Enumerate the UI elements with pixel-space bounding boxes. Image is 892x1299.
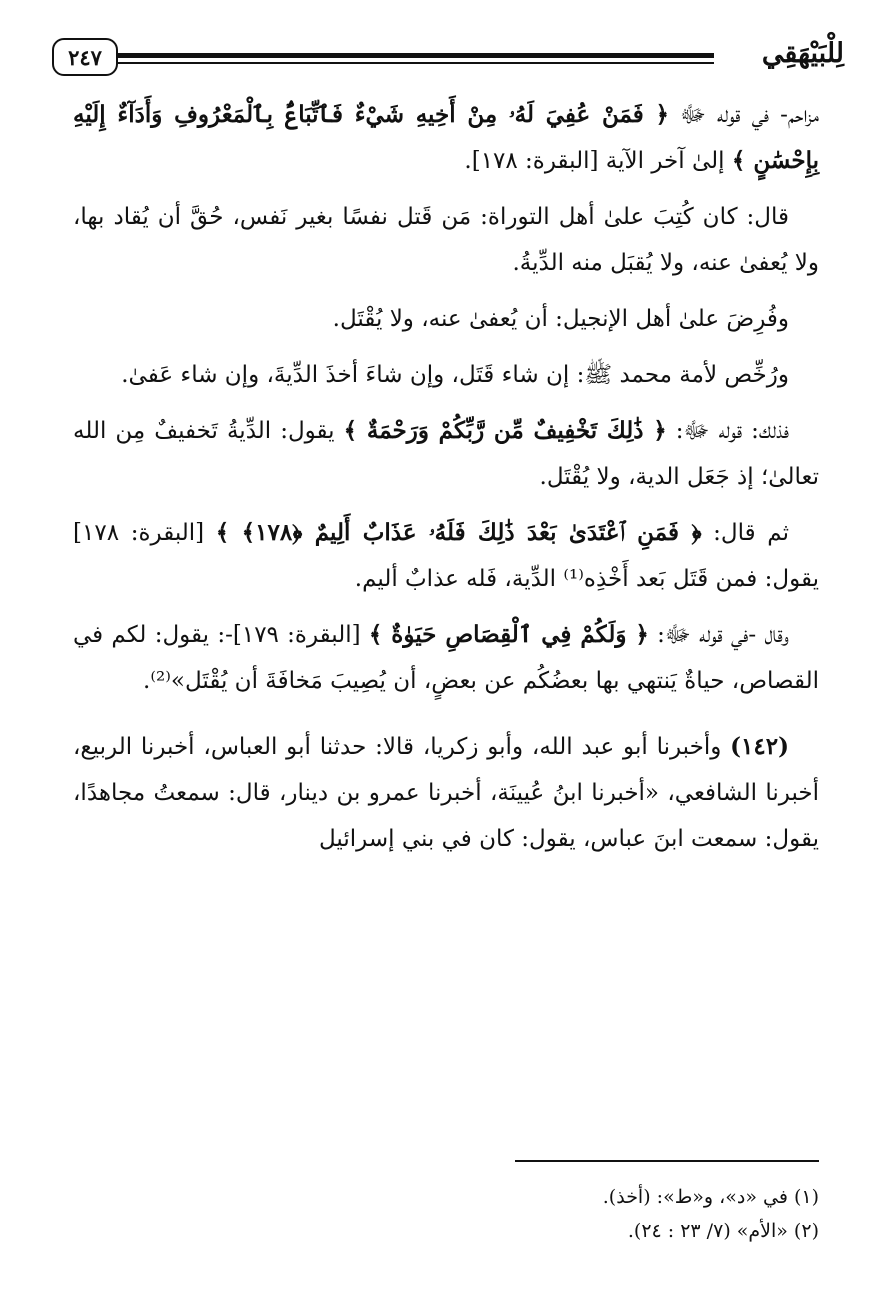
text-segment: [البقرة: ١٧٨] يقول: فمن قَتَل بَعد أَخْذِه⁽¹⁾ الدِّية، فَله عذابٌ أليم.: [73, 520, 819, 592]
text-segment: وأخبرنا أبو عبد الله، وأبو زكريا، قالا: حدثنا أبو العباس، أخبرنا الربيع، أخبرنا الشافعي، «أخبرنا ابنُ عُيينَة، أخبرنا عمرو بن دينار، قال: سمعتُ مجاهدًا، يقول: سمعت ابنَ عباس، يقول: كان في بني إسرائيل: [73, 734, 819, 852]
page-header: [52, 38, 844, 82]
hadith-number: (١٤٢): [730, 733, 789, 760]
paragraph: [73, 612, 819, 704]
quran-verse: ﴿ ذَٰلِكَ تَخْفِيفٌ مِّن رَّبِّكُمْ وَرَحْمَةٌ ﴾: [343, 417, 667, 444]
paragraph: [73, 92, 819, 184]
text-segment: ثم قال:: [701, 520, 790, 546]
quran-verse: ﴿ وَلَكُمْ فِي ٱلْقِصَاصِ حَيَوٰةٌ ﴾: [368, 621, 649, 648]
footnote: (١) في «د»، و«ط»: (أخذ).: [602, 1186, 819, 1208]
page-number: ٢٤٧: [52, 38, 118, 76]
header-rule-thin: [118, 62, 714, 64]
header-rule-thick: [118, 53, 714, 58]
paragraph: [73, 510, 819, 602]
paragraph: [73, 296, 819, 342]
text-segment: مزاحم- في قوله ﷻ: [668, 102, 819, 128]
quran-verse: ﴿ فَمَنِ ٱعْتَدَىٰ بَعْدَ ذَٰلِكَ فَلَهُۥ عَذَابٌ أَلِيمٌ ﴿١٧٨﴾ ﴾: [215, 519, 702, 546]
text-segment: وفُرِضَ علىٰ أهل الإنجيل: أن يُعفىٰ عنه، ولا يُقْتَل.: [332, 306, 789, 332]
footnotes: [300, 1180, 819, 1248]
text-segment: فذلك: قوله ﷻ:: [666, 418, 789, 444]
text-segment: يقول: الدِّيةُ تَخفيفٌ مِن الله تعالىٰ؛ إذ جَعَل الدية، ولا يُقْتَل.: [73, 418, 819, 490]
running-title: لِلْبَيْهَقِي: [761, 38, 844, 69]
footnote-separator: [515, 1160, 819, 1162]
footnote: (٢) «الأم» (٧/ ٢٣ : ٢٤).: [627, 1220, 819, 1242]
paragraph: [73, 194, 819, 286]
paragraph: [73, 408, 819, 500]
paragraph: [73, 352, 819, 398]
text-segment: إلىٰ آخر الآية [البقرة: ١٧٨].: [464, 148, 732, 174]
text-segment: ورُخِّص لأمة محمد ﷺ: إن شاء قَتَل، وإن شاءَ أخذَ الدِّيةَ، وإن شاء عَفىٰ.: [121, 362, 789, 388]
text-segment: وقال -في قوله ﷻ:: [648, 622, 789, 648]
main-text: [73, 92, 819, 872]
text-segment: [البقرة: ١٧٩]-: يقول: لكم في القصاص، حياةٌ يَنتهي بها بعضُكُم عن بعضٍ، أن يُصِيبَ مَخافَةَ أن يُقْتَل»⁽²⁾.: [73, 622, 819, 694]
paragraph: [73, 724, 819, 862]
quran-verse: ﴿ فَمَنْ عُفِيَ لَهُۥ مِنْ أَخِيهِ شَيْءٌ فَٱتِّبَاعٌۢ بِٱلْمَعْرُوفِ وَأَدَآءٌ إِلَيْهِ بِإِحْسَٰنٍ ﴾: [73, 101, 819, 174]
text-segment: قال: كان كُتِبَ علىٰ أهل التوراة: مَن قَتل نفسًا بغير نَفس، حُقَّ أن يُقاد بها، ولا يُعفىٰ عنه، ولا يُقبَل منه الدِّيةُ.: [73, 204, 819, 276]
